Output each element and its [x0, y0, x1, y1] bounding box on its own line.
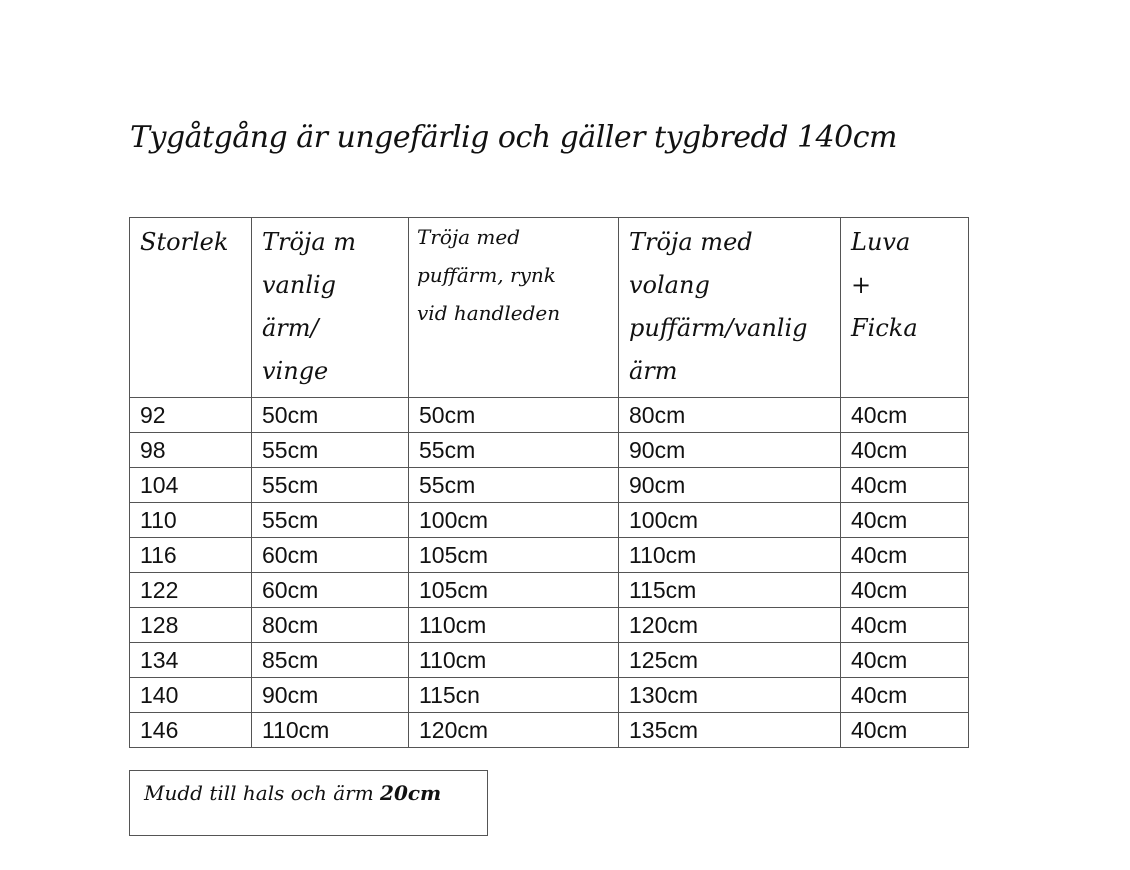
ribbing-note-label: Mudd till hals och ärm: [144, 781, 374, 805]
page-title: Tygåtgång är ungefärlig och gäller tygbredd 140cm: [130, 120, 897, 155]
size-cell: 116: [130, 538, 252, 573]
size-cell: 104: [130, 468, 252, 503]
table-header-row: [130, 218, 969, 398]
table-row: [130, 573, 969, 608]
fabric-requirements-table: [129, 217, 969, 748]
table-cell: 90cm: [619, 468, 841, 503]
table-cell: 60cm: [252, 538, 409, 573]
size-cell: 98: [130, 433, 252, 468]
table-cell: 100cm: [619, 503, 841, 538]
table-cell: 125cm: [619, 643, 841, 678]
table-cell: 55cm: [409, 433, 619, 468]
size-cell: 134: [130, 643, 252, 678]
size-cell: 92: [130, 398, 252, 433]
table-cell: 135cm: [619, 713, 841, 748]
table-cell: 55cm: [252, 503, 409, 538]
table-cell: 40cm: [841, 713, 969, 748]
table-row: [130, 608, 969, 643]
size-cell: 140: [130, 678, 252, 713]
table-cell: 115cn: [409, 678, 619, 713]
table-cell: 40cm: [841, 678, 969, 713]
table-row: [130, 713, 969, 748]
table-row: [130, 468, 969, 503]
table-cell: 55cm: [409, 468, 619, 503]
table-cell: 40cm: [841, 433, 969, 468]
ribbing-note-box: [129, 770, 488, 836]
table-cell: 115cm: [619, 573, 841, 608]
table-cell: 110cm: [409, 608, 619, 643]
table-cell: 90cm: [619, 433, 841, 468]
table-cell: 110cm: [409, 643, 619, 678]
table-cell: 40cm: [841, 468, 969, 503]
table-cell: 85cm: [252, 643, 409, 678]
table-cell: 40cm: [841, 573, 969, 608]
table-row: [130, 538, 969, 573]
table-cell: 55cm: [252, 468, 409, 503]
table-cell: 55cm: [252, 433, 409, 468]
table-cell: 40cm: [841, 398, 969, 433]
table-cell: 50cm: [409, 398, 619, 433]
table-cell: 40cm: [841, 538, 969, 573]
table-cell: 80cm: [619, 398, 841, 433]
table-cell: 90cm: [252, 678, 409, 713]
header-hood-pocket: Luva + Ficka: [841, 218, 969, 398]
ribbing-note-value: 20cm: [380, 781, 442, 805]
table-cell: 40cm: [841, 608, 969, 643]
size-cell: 122: [130, 573, 252, 608]
table-row: [130, 433, 969, 468]
size-cell: 146: [130, 713, 252, 748]
header-sweater-regular-sleeve: Tröja m vanlig ärm/ vinge: [252, 218, 409, 398]
table-cell: 60cm: [252, 573, 409, 608]
table-cell: 105cm: [409, 538, 619, 573]
table-row: [130, 678, 969, 713]
table-cell: 100cm: [409, 503, 619, 538]
table-cell: 40cm: [841, 643, 969, 678]
table-cell: 120cm: [619, 608, 841, 643]
table-cell: 40cm: [841, 503, 969, 538]
ribbing-note: [144, 781, 441, 805]
table-row: [130, 643, 969, 678]
table-cell: 110cm: [619, 538, 841, 573]
table-cell: 80cm: [252, 608, 409, 643]
size-cell: 110: [130, 503, 252, 538]
size-cell: 128: [130, 608, 252, 643]
header-sweater-ruffle: Tröja med volang puffärm/vanlig ärm: [619, 218, 841, 398]
table-row: [130, 503, 969, 538]
table-cell: 50cm: [252, 398, 409, 433]
header-size: Storlek: [130, 218, 252, 398]
header-sweater-puff-sleeve: Tröja med puffärm, rynk vid handleden: [409, 218, 619, 398]
table-row: [130, 398, 969, 433]
table-cell: 110cm: [252, 713, 409, 748]
table-cell: 120cm: [409, 713, 619, 748]
table-cell: 105cm: [409, 573, 619, 608]
table-cell: 130cm: [619, 678, 841, 713]
